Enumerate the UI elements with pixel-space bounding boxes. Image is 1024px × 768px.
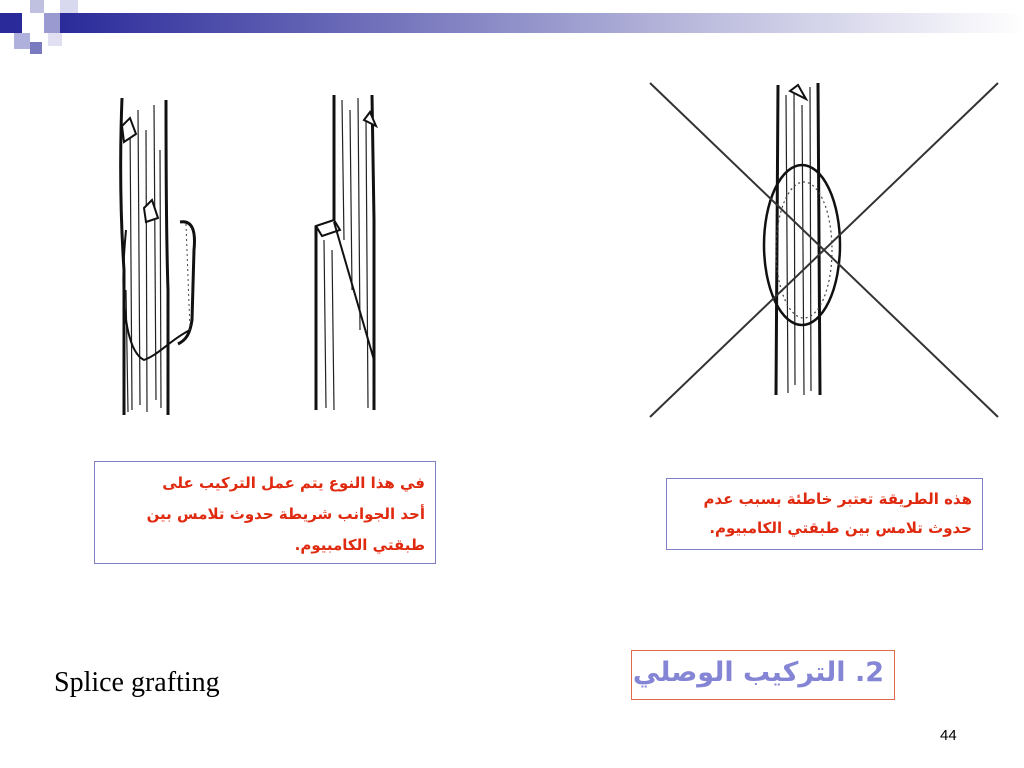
- splice-cut-stem-illustration: [300, 90, 400, 420]
- left-caption-line-3: طبقتي الكامبيوم.: [294, 536, 425, 554]
- arabic-title-box: [631, 650, 895, 700]
- left-caption-line-2: أحد الجوانب شريطة حدوث تلامس بين: [146, 505, 425, 523]
- arabic-title: 2. التركيب الوصلي: [632, 657, 884, 688]
- right-caption-line-1: هذه الطريقة تعتبر خاطئة بسبب عدم: [703, 490, 972, 508]
- side-graft-stem-illustration: [100, 90, 210, 420]
- page-number: 44: [940, 727, 957, 744]
- header-gradient-bar: [60, 13, 1024, 33]
- english-title: Splice grafting: [54, 667, 220, 698]
- left-caption-box: [94, 461, 436, 564]
- right-caption-line-2: حدوث تلامس بين طبقتي الكامبيوم.: [709, 519, 972, 537]
- left-caption-line-1: في هذا النوع يتم عمل التركيب على: [162, 474, 425, 492]
- incorrect-graft-illustration: [640, 75, 1010, 425]
- right-caption-box: [666, 478, 983, 550]
